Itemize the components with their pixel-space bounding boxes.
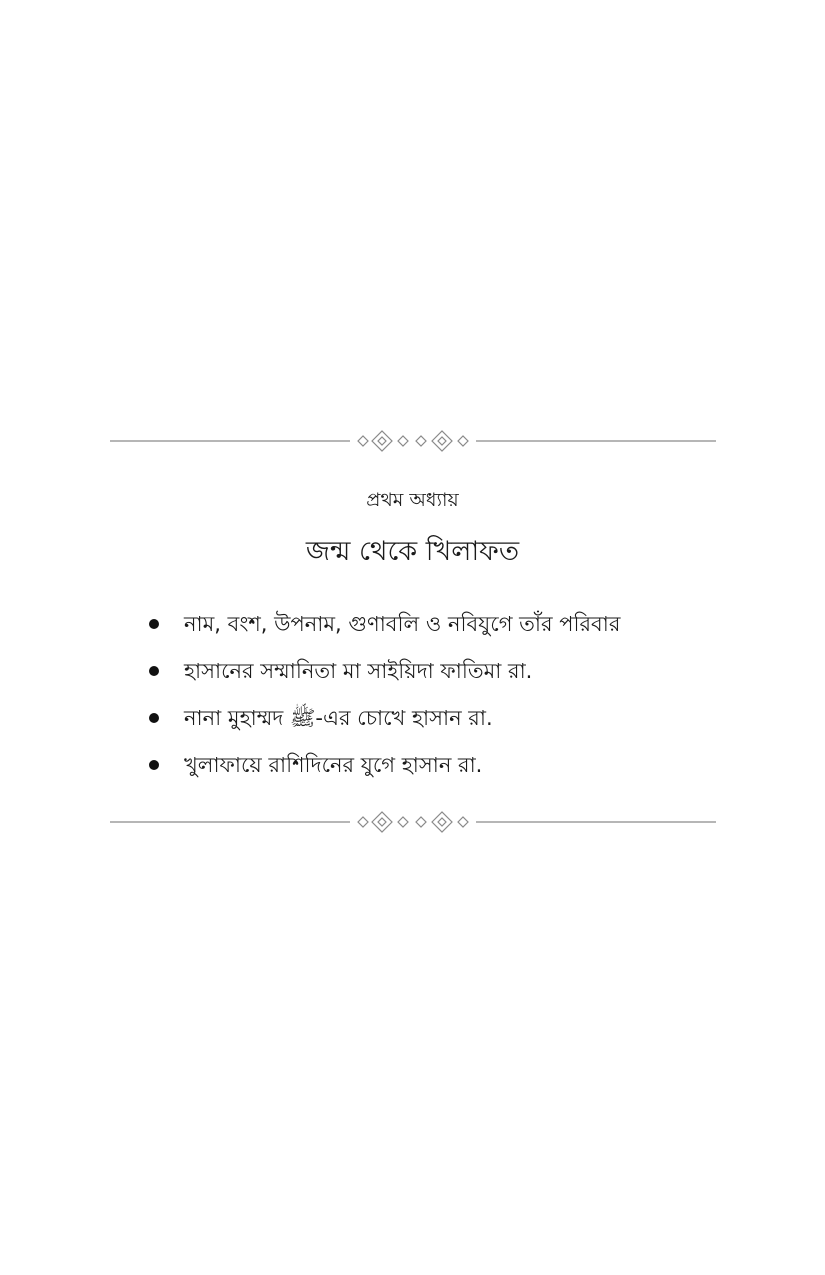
list-item [146,600,746,647]
topic-text: হাসানের সম্মানিতা মা সাইয়িদা ফাতিমা রা. [184,658,533,683]
ornament-divider-icon [110,429,716,453]
ornament-divider-icon [110,810,716,834]
topic-text: নাম, বংশ, উপনাম, গুণাবলি ও নবিযুগে তাঁর পরিবার [184,611,621,636]
bottom-ornamental-divider [110,810,716,834]
bullet-icon [149,666,159,676]
bullet-icon [149,619,159,629]
bullet-icon [149,760,159,770]
top-ornamental-divider [110,429,716,453]
topic-text: নানা মুহাম্মদ ﷺ-এর চোখে হাসান রা. [184,705,493,730]
bullet-icon [149,713,159,723]
topic-text: খুলাফায়ে রাশিদিনের যুগে হাসান রা. [184,752,483,777]
list-item [146,694,746,741]
chapter-topic-list [146,600,746,788]
list-item [146,741,746,788]
list-item [146,647,746,694]
chapter-title: জন্ম থেকে খিলাফত [305,536,520,567]
chapter-number-label: প্রথম অধ্যায় [366,489,459,511]
